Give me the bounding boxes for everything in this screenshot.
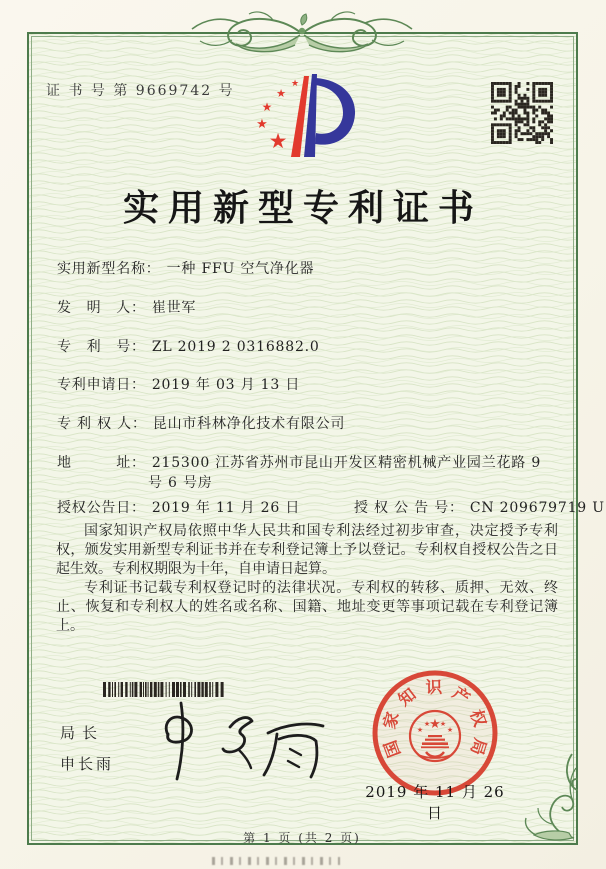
top-flourish-ornament-icon [182,7,422,59]
commissioner-signature [150,693,340,795]
commissioner-name-label: 申长雨 [60,755,115,773]
page-number: 第 1 页 (共 2 页) [243,831,361,845]
field-label: 授 权 公 告 号： [354,500,464,516]
field-value: 崔世军 [151,300,197,316]
svg-text:★: ★ [446,726,454,734]
svg-text:★: ★ [261,100,273,114]
field-label: 实用新型名称： [57,261,161,277]
field-value: 昆山市科林净化技术有限公司 [152,416,346,432]
field-label: 专利申请日： [57,377,146,393]
svg-text:★: ★ [256,117,268,132]
corner-flourish-ornament-icon [516,746,578,845]
certificate-number: 证 书 号 第 9669742 号 [46,83,235,99]
seal-date: 2019 年 11 月 26 日 [365,783,505,822]
field-row-grant [57,497,605,517]
qr-code [491,82,553,144]
field-row-patent-number [57,336,557,356]
field-row-name [57,258,557,278]
field-label: 地 址： [57,455,146,471]
legal-paragraph-2: 专利证书记载专利权登记时的法律状况。专利权的转移、质押、无效、终止、恢复和专利权人的姓名或名称、国籍、地址变更等事项记载在专利登记簿上。 [56,580,558,634]
cnipa-patent-logo-icon [250,70,362,162]
field-label: 专 利 权 人： [57,416,147,432]
page-edge-artifact [212,857,340,865]
svg-text:★: ★ [276,87,286,100]
field-row-inventor [57,297,557,317]
field-value: 2019 年 11 月 26 日 [151,500,301,516]
field-label: 授权公告日： [57,500,146,516]
field-row-address [57,452,557,472]
field-value: CN 209679719 U [469,500,605,516]
certificate-title: 实用新型专利证书 [122,187,483,229]
field-value: 215300 江苏省苏州市昆山开发区精密机械产业园兰花路 9 [151,455,542,471]
field-row-filing-date [57,374,557,394]
legal-paragraph-1: 国家知识产权局依照中华人民共和国专利法经过初步审查，决定授予专利权，颁发实用新型专利证书并在专利登记簿上予以登记。专利权自授权公告之日起生效。专利权期限为十年，自申请日起算。 [56,523,558,577]
field-value: ZL 2019 2 0316882.0 [151,339,320,355]
seal-agency-text: 国家知识产权局 [379,677,490,760]
field-row-patentee [57,413,557,433]
field-address-line2: 号 6 号房 [148,475,213,491]
svg-text:★: ★ [416,726,424,734]
svg-text:★: ★ [268,129,288,153]
field-value: 2019 年 03 月 13 日 [151,377,301,393]
svg-text:★: ★ [423,720,431,728]
svg-text:★: ★ [429,717,441,732]
field-value: 一种 FFU 空气净化器 [166,261,315,277]
field-label: 发 明 人： [57,300,146,316]
field-label: 专 利 号： [57,339,146,355]
field-pair-grant-number [354,497,605,517]
legal-text [56,522,558,636]
svg-text:★: ★ [439,720,447,728]
commissioner-title-label: 局长 [60,724,105,742]
svg-text:★: ★ [290,79,300,89]
